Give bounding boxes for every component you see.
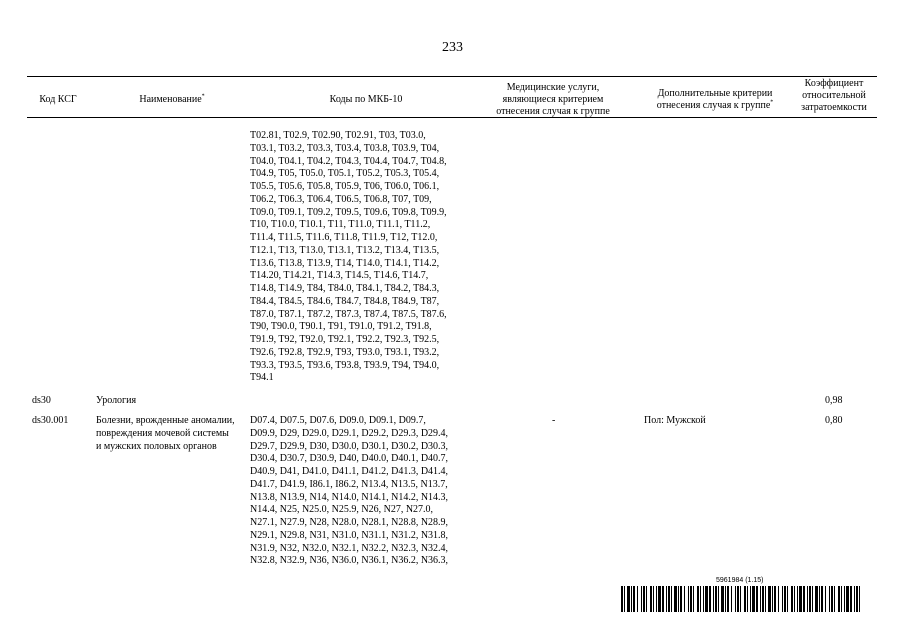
barcode-bar [715, 586, 717, 612]
barcode-bar [713, 586, 714, 612]
barcode-bar [768, 586, 771, 612]
mkb-line: T14.20, T14.21, T14.3, T14.5, T14.6, T14.7, [250, 270, 429, 282]
barcode-bar [821, 586, 823, 612]
barcode-bar [666, 586, 667, 612]
header-coef [790, 78, 878, 114]
mkb-line: T13.6, T13.8, T13.9, T14, T14.0, T14.1, T14.2, [250, 257, 440, 269]
barcode-bar [782, 586, 783, 612]
mkb-line: T84.4, T84.5, T84.6, T84.7, T84.8, T84.9, T87, [250, 295, 440, 307]
barcode-bar [709, 586, 711, 612]
barcode-bar [671, 586, 672, 612]
barcode-bar [825, 586, 826, 612]
mkb-line: T02.81, T02.9, T02.90, T02.91, T03, T03.0, [250, 130, 426, 141]
barcode-bar [774, 586, 776, 612]
barcode-bar [641, 586, 642, 612]
barcode-bar [850, 586, 852, 612]
barcode-bar [705, 586, 708, 612]
barcode-bar [815, 586, 818, 612]
header-name [92, 94, 252, 106]
barcode-bar [797, 586, 798, 612]
header-name-mark: * [201, 93, 205, 100]
barcode-bar [725, 586, 726, 612]
row-ds30-001-criteria: Пол: Мужской [644, 415, 706, 426]
mkb-line: N27.1, N27.9, N28, N28.0, N28.1, N28.8, N28.9, [250, 517, 449, 528]
mkb-line: D30.4, D30.7, D30.9, D40, D40.0, D40.1, D40.7, [250, 453, 449, 465]
barcode-bar [778, 586, 779, 612]
header-code-text: Код КСГ [39, 94, 77, 105]
barcode-bar [829, 586, 830, 612]
mkb-line: T92.6, T92.8, T92.9, T93, T93.0, T93.1, T93.2, [250, 346, 440, 358]
barcode-bar [791, 586, 793, 612]
barcode-bar [784, 586, 786, 612]
barcode-bar [819, 586, 820, 612]
row-ds30-001-code: ds30.001 [32, 415, 69, 426]
barcode-bar [752, 586, 755, 612]
barcode-bar [841, 586, 842, 612]
barcode-bar [838, 586, 840, 612]
barcode-bar [831, 586, 833, 612]
barcode-bar [737, 586, 739, 612]
row-ds30-001-coef: 0,80 [825, 415, 843, 426]
mkb-line: T90, T90.0, T90.1, T91, T91.0, T91.2, T91.8, [250, 321, 432, 333]
barcode-bar [787, 586, 788, 612]
mkb-line: N31.9, N32, N32.0, N32.1, N32.2, N32.3, N32.4, [250, 542, 449, 554]
barcode-bar [740, 586, 741, 612]
mkb-line: T12.1, T13, T13.0, T13.1, T13.2, T13.4, T13.5, [250, 244, 440, 256]
barcode-bar [703, 586, 704, 612]
barcode-bar [765, 586, 766, 612]
barcode-bar [621, 586, 623, 612]
mkb-line: D09.9, D29, D29.0, D29.1, D29.2, D29.3, D29.4, [250, 427, 449, 439]
barcode-bar [803, 586, 805, 612]
barcode-bar [731, 586, 732, 612]
barcode-bar [856, 586, 858, 612]
header-services-text: Медицинские услуги, являющиеся критерием отнесения случая к группе [496, 82, 610, 117]
mkb-line: T05.5, T05.6, T05.8, T05.9, T06, T06.0, T06.1, [250, 181, 440, 192]
barcode-bar [637, 586, 638, 612]
header-mkb-text: Коды по МКБ-10 [329, 94, 403, 105]
page-number: 233 [442, 40, 463, 55]
mkb-line: D40.9, D41, D41.0, D41.1, D41.2, D41.3, D41.4, [250, 466, 449, 477]
barcode-bar [624, 586, 625, 612]
barcode-bar [627, 586, 630, 612]
mkb-line: T04.9, T05, T05.0, T05.1, T05.2, T05.3, T05.4, [250, 168, 440, 180]
barcode-bar [643, 586, 645, 612]
barcode-bar [674, 586, 677, 612]
header-name-text: Наименование [139, 94, 202, 105]
mkb-line: T06.2, T06.3, T06.4, T06.5, T06.8, T07, T09, [250, 193, 432, 205]
mkb-line: T11.4, T11.5, T11.6, T11.8, T11.9, T12, T12.0, [250, 232, 438, 243]
row-ds30-code: ds30 [32, 395, 51, 406]
header-criteria [640, 88, 790, 112]
barcode-bar [750, 586, 751, 612]
barcode-bar [650, 586, 652, 612]
mkb-line: T94.1 [250, 372, 274, 384]
barcode-bar [859, 586, 860, 612]
mkb-line: D41.7, D41.9, I86.1, I86.2, N13.4, N13.5, N13.7, [250, 478, 448, 490]
row-ds30-name: Урология [96, 395, 137, 406]
mkb-line: T14.8, T14.9, T84, T84.0, T84.1, T84.2, T84.3, [250, 283, 440, 294]
continued-mkb-codes [250, 130, 475, 385]
name-line: Болезни, врожденные аномалии, [96, 415, 235, 426]
barcode-bar [744, 586, 746, 612]
barcode-bar [721, 586, 724, 612]
mkb-line: T09.0, T09.1, T09.2, T09.5, T09.6, T09.8, T09.9, [250, 206, 447, 218]
barcode-bar [799, 586, 802, 612]
header-services [481, 82, 625, 118]
barcode-bar [834, 586, 835, 612]
barcode-bar [854, 586, 855, 612]
barcode-bar [684, 586, 685, 612]
barcode-bar [693, 586, 694, 612]
barcode-bar [807, 586, 808, 612]
barcode-bar [662, 586, 664, 612]
barcode-bar [812, 586, 813, 612]
header-code [27, 94, 89, 106]
barcode-bar [794, 586, 795, 612]
header-bottom-rule [27, 117, 877, 118]
barcode [621, 586, 861, 612]
barcode-bar [678, 586, 679, 612]
header-criteria-mark: * [770, 99, 774, 106]
mkb-line: N14.4, N25, N25.0, N25.9, N26, N27, N27.0, [250, 504, 434, 516]
row-ds30-001-services: - [552, 415, 556, 426]
barcode-bar [668, 586, 670, 612]
barcode-bar [690, 586, 692, 612]
row-ds30-001-mkb [250, 415, 475, 568]
barcode-bar [697, 586, 699, 612]
barcode-bar [718, 586, 719, 612]
barcode-bar [844, 586, 845, 612]
barcode-bar [735, 586, 736, 612]
mkb-line: N13.8, N13.9, N14, N14.0, N14.1, N14.2, N14.3, [250, 491, 449, 503]
mkb-line: N32.8, N32.9, N36, N36.0, N36.1, N36.2, N36.3, [250, 555, 449, 567]
barcode-bar [772, 586, 773, 612]
mkb-line: T10, T10.0, T10.1, T11, T11.0, T11.1, T11.2, [250, 219, 431, 231]
barcode-bar [846, 586, 849, 612]
barcode-bar [631, 586, 632, 612]
mkb-line: T04.0, T04.1, T04.2, T04.3, T04.4, T04.7, T04.8, [250, 155, 447, 167]
mkb-line: T03.1, T03.2, T03.3, T03.4, T03.8, T03.9, T04, [250, 142, 440, 154]
barcode-bar [727, 586, 729, 612]
mkb-line: D29.7, D29.9, D30, D30.0, D30.1, D30.2, D30.3, [250, 440, 449, 452]
mkb-line: T93.3, T93.5, T93.6, T93.8, T93.9, T94, T94.0, [250, 359, 440, 371]
barcode-bar [646, 586, 647, 612]
mkb-line: D07.4, D07.5, D07.6, D09.0, D09.1, D09.7, [250, 415, 426, 426]
row-ds30-coef: 0,98 [825, 395, 843, 406]
name-line: и мужских половых органов [96, 440, 217, 452]
barcode-bar [756, 586, 758, 612]
barcode-bar [658, 586, 661, 612]
mkb-line: T87.0, T87.1, T87.2, T87.3, T87.4, T87.5, T87.6, [250, 308, 447, 320]
barcode-bar [760, 586, 761, 612]
barcode-bar [809, 586, 811, 612]
barcode-bar [653, 586, 654, 612]
barcode-bar [700, 586, 701, 612]
barcode-bar [762, 586, 764, 612]
header-criteria-text: Дополнительные критерии отнесения случая к группе [656, 88, 773, 111]
barcode-bar [656, 586, 657, 612]
name-line: повреждения мочевой системы [96, 427, 229, 439]
barcode-bar [633, 586, 635, 612]
barcode-bar [747, 586, 748, 612]
barcode-bar [680, 586, 682, 612]
barcode-label: 5961984 (1.15) [716, 577, 764, 584]
header-mkb [254, 94, 478, 106]
barcode-bar [688, 586, 689, 612]
mkb-line: N29.1, N29.8, N31, N31.0, N31.1, N31.2, N31.8, [250, 529, 449, 541]
row-ds30-001-name [96, 415, 248, 453]
header-top-rule [27, 76, 877, 77]
mkb-line: T91.9, T92, T92.0, T92.1, T92.2, T92.3, T92.5, [250, 334, 440, 345]
header-coef-text: Коэффициент относительной затратоемкости [801, 78, 867, 113]
